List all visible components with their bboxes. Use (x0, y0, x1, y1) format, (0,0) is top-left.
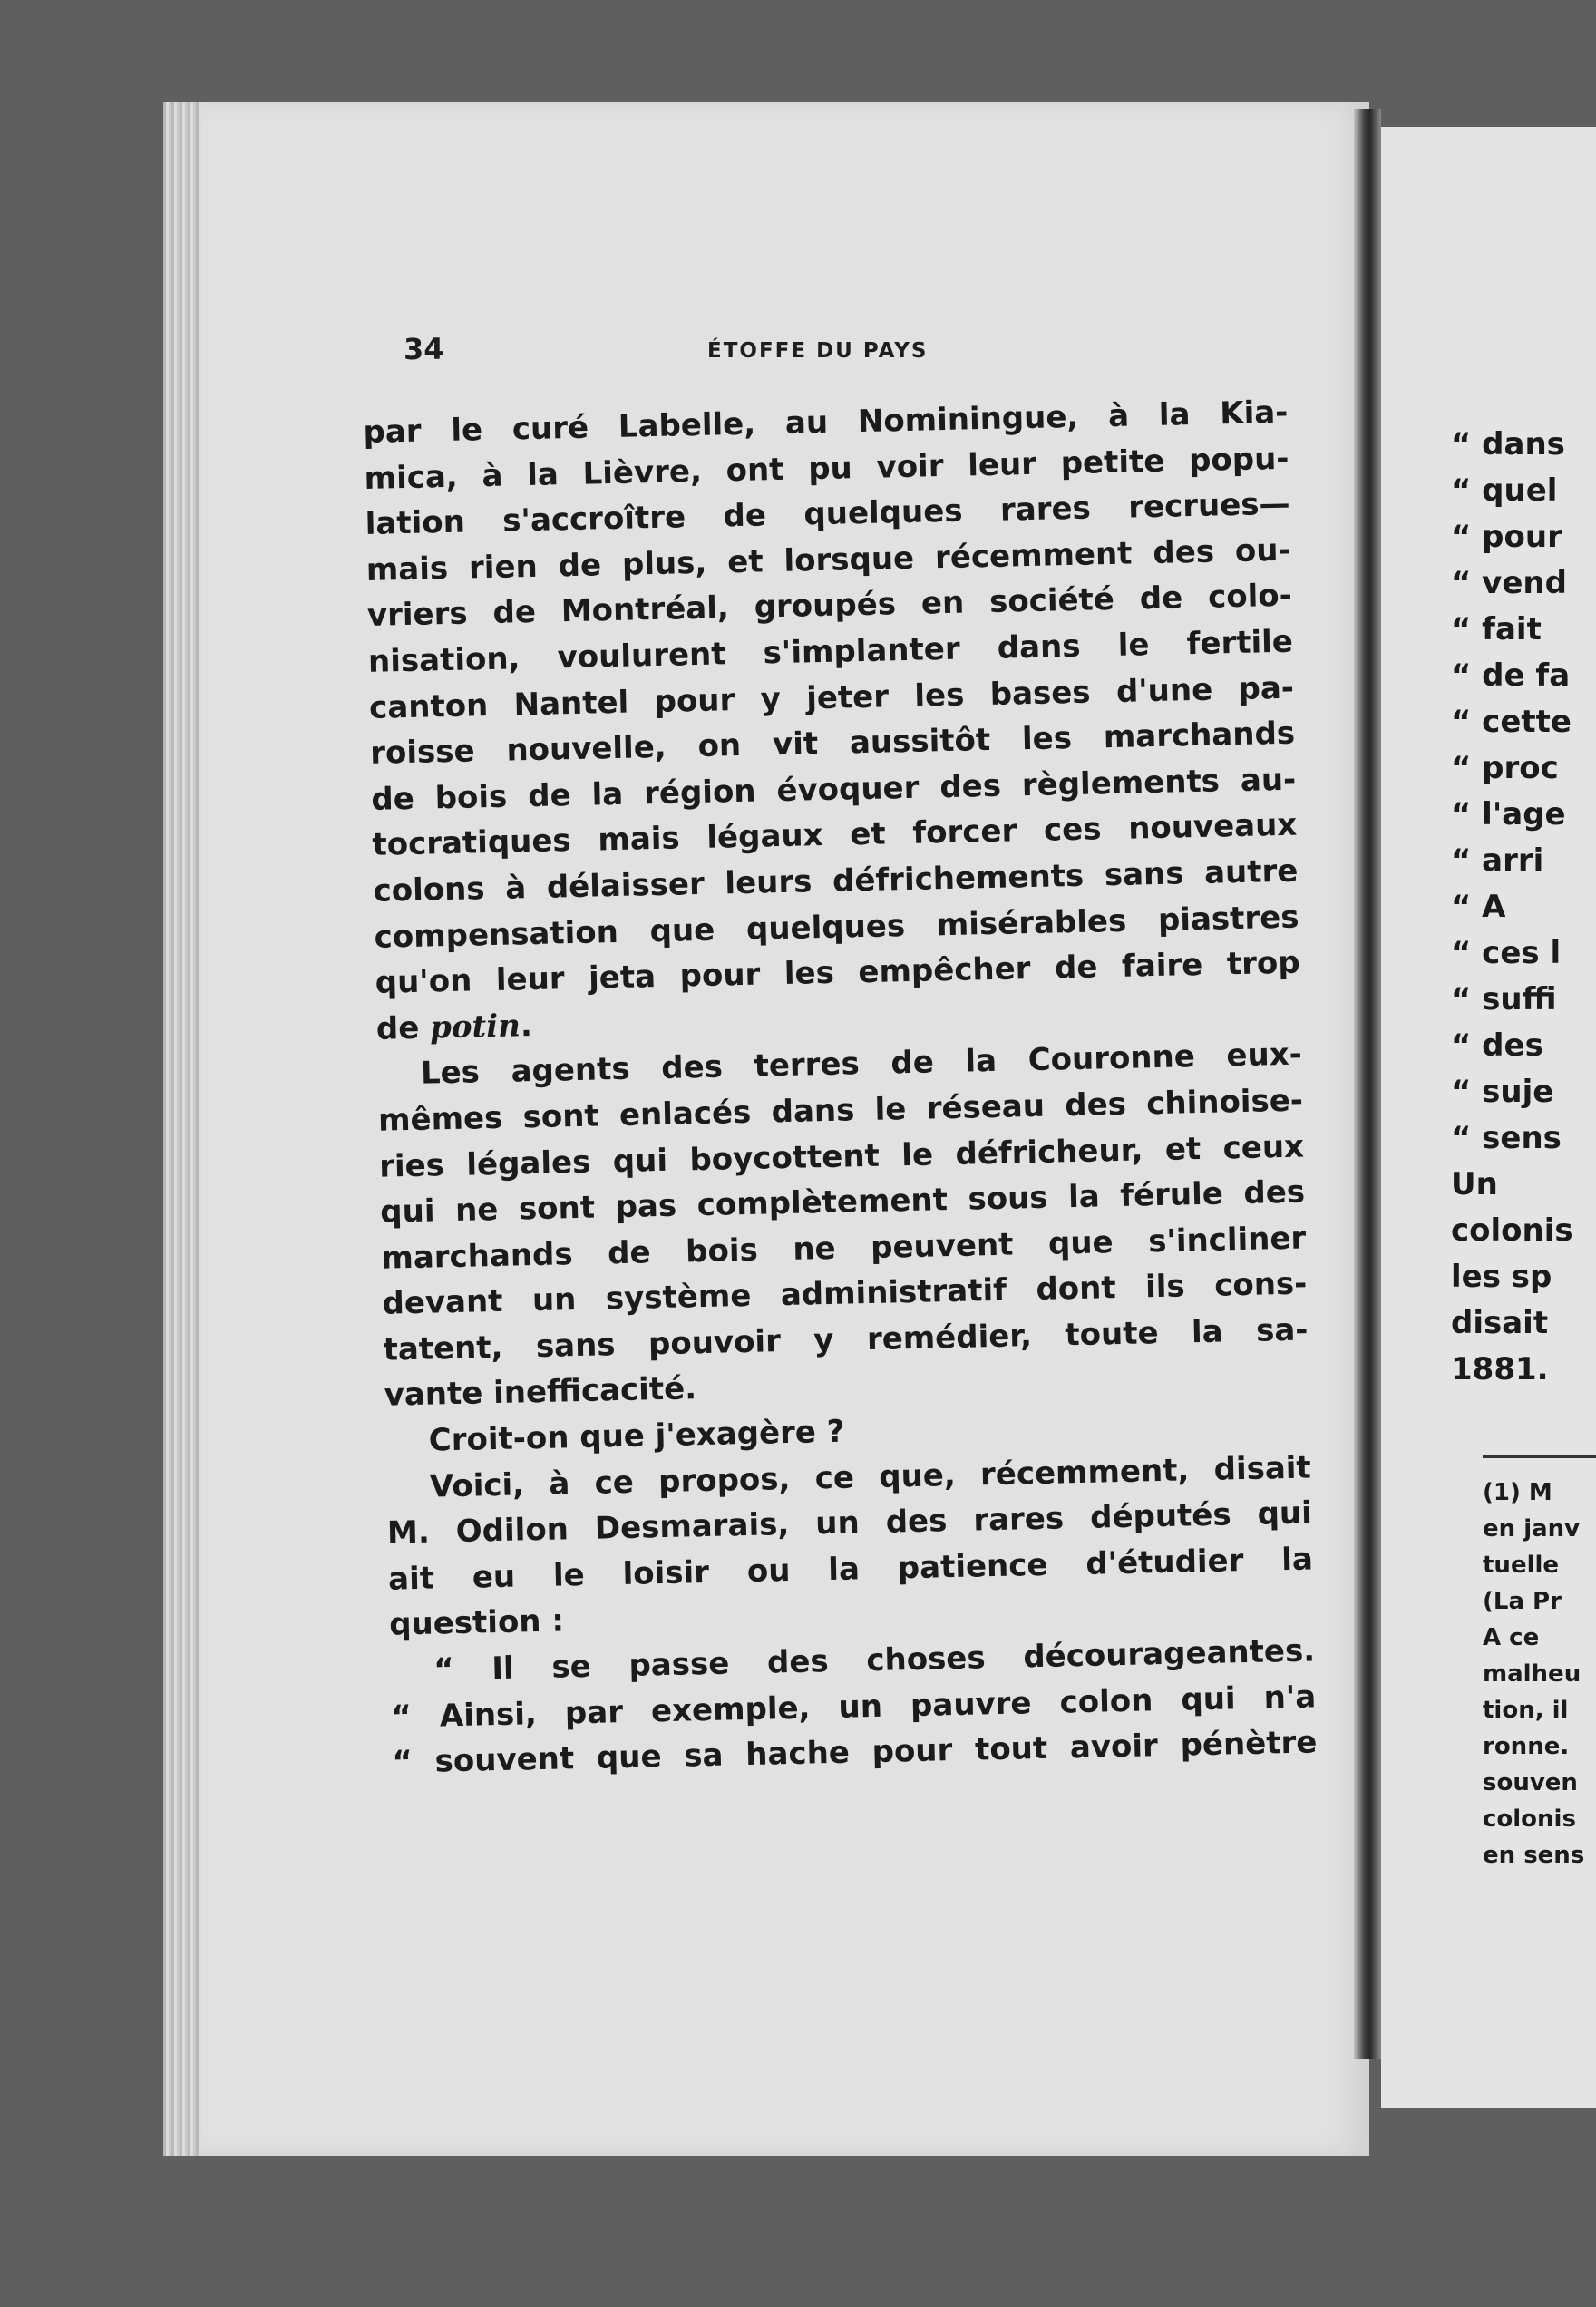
right-line: “ suje (1451, 1074, 1554, 1110)
text-line: nisation, voulurent s'implanter dans le fertile (367, 623, 1294, 680)
footnote-line: (La Pr (1483, 1588, 1562, 1615)
right-line: “ de fa (1451, 657, 1571, 694)
right-line: “ pour (1451, 519, 1562, 555)
right-line: “ cette (1451, 704, 1572, 740)
text-line: “ souvent que sa hache pour tout avoir pénètre (392, 1724, 1318, 1781)
text-line: colons à délaisser leurs défrichements sans autre (373, 852, 1299, 910)
text-line: “ Ainsi, par exemple, un pauvre colon qui n'a (391, 1679, 1317, 1736)
text-line: qui ne sont pas complètement sous la férule des (379, 1173, 1306, 1231)
footnote-line: tuelle (1483, 1552, 1560, 1579)
right-page-footnotes (1483, 1475, 1596, 1874)
footnote-line: en janv (1483, 1515, 1581, 1543)
right-line: les sp (1451, 1259, 1552, 1295)
text-line: mêmes sont enlacés dans le réseau des chinoise- (377, 1082, 1304, 1139)
text-line: tocratiques mais légaux et forcer ces nouveaux (372, 806, 1298, 864)
right-line: “ fait (1451, 611, 1542, 647)
italic-prefix: de (375, 1009, 431, 1047)
page-header (404, 332, 1310, 377)
text-line: M. Odilon Desmarais, un des rares députés qui (386, 1494, 1313, 1552)
text-line: tatent, sans pouvoir y remédier, toute la sa- (383, 1311, 1309, 1368)
right-line: colonis (1451, 1212, 1573, 1249)
text-line: lation s'accroître de quelques rares recrues— (365, 485, 1290, 543)
right-line: “ sens (1451, 1120, 1562, 1156)
text-line: mais rien de plus, et lorsque récemment des ou- (365, 531, 1292, 589)
text-line: “ Il se passe des choses décourageantes. (433, 1632, 1316, 1689)
footnote-line: tion, il (1483, 1697, 1569, 1724)
text-line: roisse nouvelle, on vit aussitôt les marchands (369, 715, 1296, 773)
italic-word: potin (429, 1007, 521, 1046)
footnote-line: A ce (1483, 1624, 1540, 1651)
right-line: “ A (1451, 889, 1506, 925)
page-edges (163, 102, 201, 2156)
text-line: compensation que quelques misérables piastres (374, 899, 1299, 956)
right-line: “ proc (1451, 750, 1559, 786)
right-line: disait (1451, 1305, 1549, 1341)
text-line: canton Nantel pour y jeter les bases d'une pa- (368, 669, 1295, 726)
text-line: vante inefficacité. (384, 1370, 697, 1415)
right-line: “ des (1451, 1027, 1543, 1064)
text-line: par le curé Labelle, au Nominingue, à la Kia- (363, 394, 1289, 451)
right-line: “ ces l (1451, 935, 1562, 971)
footnote-line: en sens (1483, 1842, 1585, 1869)
text-line: qu'on leur jeta pour les empêcher de faire trop (375, 944, 1300, 1001)
footnote-line: (1) M (1483, 1479, 1552, 1506)
text-line: ries légales qui boycottent le défricheur, et ceux (378, 1128, 1305, 1185)
running-title: ÉTOFFE DU PAYS (707, 339, 929, 363)
right-page-text (1451, 422, 1596, 1393)
text-line: Les agents des terres de la Couronne eux- (420, 1036, 1303, 1093)
footnote-rule (1483, 1455, 1596, 1458)
right-line: Un (1451, 1166, 1498, 1202)
right-line: “ quel (1451, 472, 1558, 509)
body-text (363, 390, 1318, 1786)
right-line: “ suffi (1451, 981, 1557, 1017)
text-line: devant un système administratif dont ils cons- (382, 1265, 1308, 1323)
text-line: Croit-on que j'exagère ? (428, 1413, 845, 1459)
right-line: 1881. (1451, 1351, 1549, 1387)
text-line: ait eu le loisir ou la patience d'étudier la (387, 1541, 1314, 1598)
footnote-line: ronne. (1483, 1733, 1570, 1760)
text-line: question : (388, 1602, 565, 1644)
book-gutter (1354, 109, 1381, 2059)
text-line: marchands de bois ne peuvent que s'incliner (380, 1220, 1307, 1277)
right-line: “ vend (1451, 565, 1567, 601)
right-line: “ l'age (1451, 796, 1566, 832)
right-line: “ dans (1451, 426, 1565, 462)
page-number: 34 (404, 332, 444, 366)
text-line: mica, à la Lièvre, ont pu voir leur petite popu- (364, 440, 1289, 497)
text-line: vriers de Montréal, groupés en société de colo- (366, 578, 1293, 635)
footnote-line: colonis (1483, 1806, 1576, 1833)
footnote-line: souven (1483, 1769, 1578, 1796)
footnote-line: malheu (1483, 1660, 1581, 1688)
text-line: de bois de la région évoquer des règlements au- (370, 761, 1297, 818)
right-line: “ arri (1451, 842, 1544, 879)
italic-suffix: . (520, 1007, 533, 1045)
text-line: Voici, à ce propos, ce que, récemment, disait (429, 1449, 1312, 1505)
